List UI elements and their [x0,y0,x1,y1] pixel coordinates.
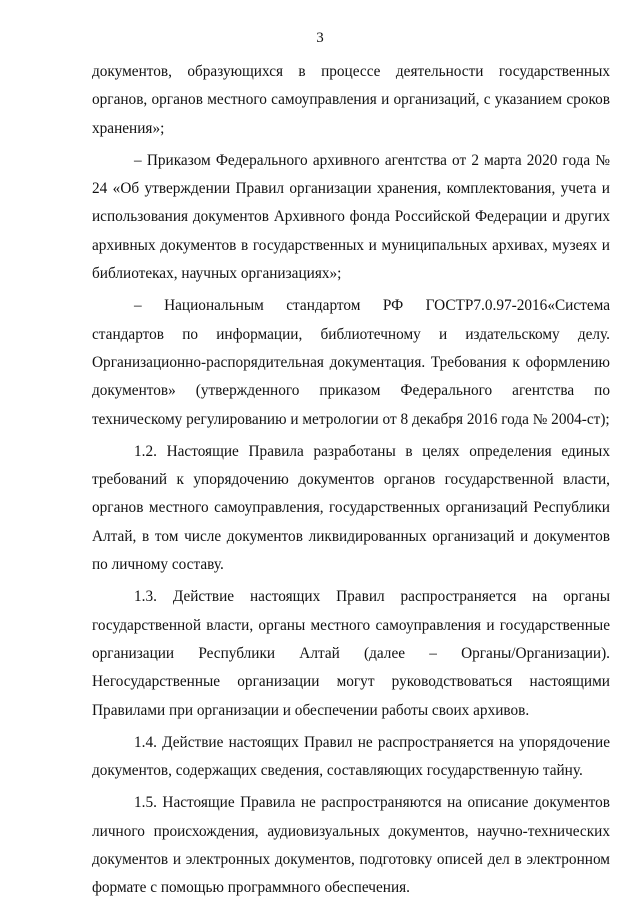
paragraph-section-1-3: 1.3. Действие настоящих Правил распространяется на органы государственной власти, органы местного самоуправления и государственные организации Республики Алтай (далее – Органы/Организации). Негосударственные организации могут руководствоваться настоящими Правилами при организации и обеспечении работы своих архивов. [92,588,610,719]
page-number: 3 [316,30,324,46]
paragraph-continuation: документов, образующихся в процессе деятельности государственных органов, органов местного самоуправления и организаций, с указанием сроков хранения»; [92,63,610,137]
paragraph-section-1-2: 1.2. Настоящие Правила разработаны в целях определения единых требований к упорядочению документов органов государственной власти, органов местного самоуправления, государственных организаций Республики Алтай, в том числе документов ликвидированных организаций и документов по личному составу. [92,442,610,574]
paragraph-archive-agency-order: – Приказом Федерального архивного агентства от 2 марта 2020 года № 24 «Об утверждении Правил организации хранения, комплектования, учета и использования документов Архивного фонда Российской Федерации и других архивных документов в государственных и муниципальных архивах, музеях и библиотеках, научных организациях»; [92,151,610,283]
paragraph-section-1-4: 1.4. Действие настоящих Правил не распространяется на упорядочение документов, содержащих сведения, составляющих государственную тайну. [92,733,610,780]
document-body [92,58,610,907]
paragraph-section-1-5: 1.5. Настоящие Правила не распространяются на описание документов личного происхождения, аудиовизуальных документов, научно-технических документов и электронных документов, подготовку описей дел в электронном формате с помощью программного обеспечения. [92,794,610,897]
paragraph-national-standard: – Национальным стандартом РФ ГОСТР7.0.97-2016«Система стандартов по информации, библиотечному и издательскому делу. Организационно-распорядительная документация. Требования к оформлению документов» (утвержденного приказом Федерального агентства по техническому регулированию и метрологии от 8 декабря 2016 года № 2004-ст); [92,297,610,428]
